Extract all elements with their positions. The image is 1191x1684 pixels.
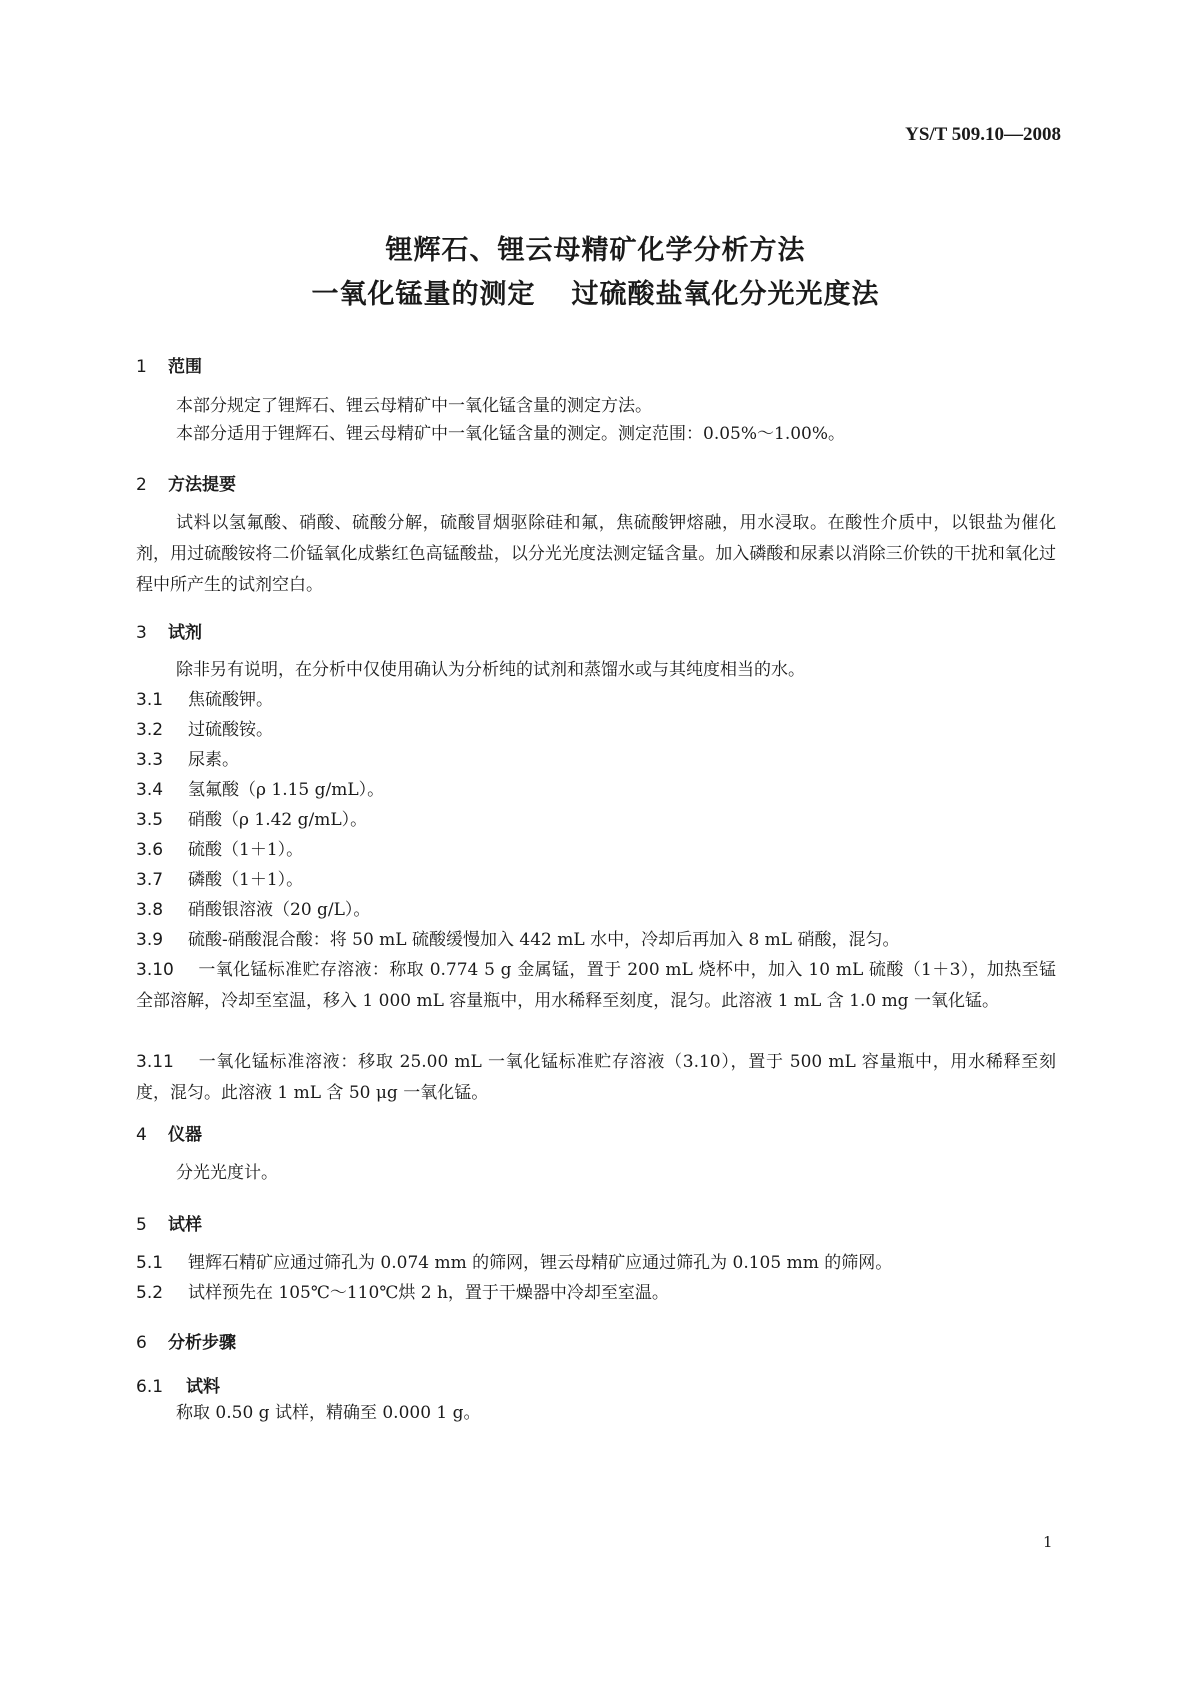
paragraph: 本部分规定了锂辉石、锂云母精矿中一氧化锰含量的测定方法。 [176, 396, 652, 416]
list-item: 3.5 硝酸（ρ 1.42 g/mL）。 [136, 810, 368, 830]
list-item: 3.7 磷酸（1＋1）。 [136, 870, 304, 890]
list-item: 3.2 过硫酸铵。 [136, 720, 273, 740]
section-heading-3: 3 试剂 [136, 623, 202, 643]
list-item: 5.1 锂辉石精矿应通过筛孔为 0.074 mm 的筛网，锂云母精矿应通过筛孔为 0.105 mm 的筛网。 [136, 1253, 893, 1273]
section-heading-2: 2 方法提要 [136, 475, 236, 495]
paragraph: 试料以氢氟酸、硝酸、硫酸分解，硫酸冒烟驱除硅和氟，焦硫酸钾熔融，用水浸取。在酸性介质中，以银盐为催化剂，用过硫酸铵将二价锰氧化成紫红色高锰酸盐，以分光光度法测定锰含量。加入磷酸和尿素以消除三价铁的干扰和氧化过程中所产生的试剂空白。 [136, 513, 1056, 595]
title-part-a: 一氧化锰量的测定 [311, 279, 536, 310]
list-item: 3.4 氢氟酸（ρ 1.15 g/mL）。 [136, 780, 385, 800]
list-item: 3.1 焦硫酸钾。 [136, 690, 273, 710]
section-heading-1: 1 范围 [136, 357, 202, 377]
paragraph: 称取 0.50 g 试样，精确至 0.000 1 g。 [176, 1403, 481, 1423]
list-item: 3.9 硫酸-硝酸混合酸：将 50 mL 硫酸缓慢加入 442 mL 水中，冷却后再加入 8 mL 硝酸，混匀。 [136, 930, 900, 950]
document-title-line1: 锂辉石、锂云母精矿化学分析方法 [385, 235, 806, 266]
list-item: 3.8 硝酸银溶液（20 g/L）。 [136, 900, 371, 920]
paragraph: 本部分适用于锂辉石、锂云母精矿中一氧化锰含量的测定。测定范围：0.05%～1.00%。 [176, 424, 846, 444]
standard-code: YS/T 509.10—2008 [905, 124, 1061, 145]
list-item: 5.2 试样预先在 105℃～110℃烘 2 h，置于干燥器中冷却至室温。 [136, 1283, 669, 1303]
list-item: 3.3 尿素。 [136, 750, 239, 770]
section-heading-5: 5 试样 [136, 1215, 202, 1235]
document-title-line2 [0, 272, 1191, 311]
page-number: 1 [1043, 1533, 1053, 1551]
section-heading-4: 4 仪器 [136, 1125, 202, 1145]
subsection-heading-6-1: 6.1 试料 [136, 1377, 220, 1397]
list-item: 3.6 硫酸（1＋1）。 [136, 840, 304, 860]
list-item: 3.10 一氧化锰标准贮存溶液：称取 0.774 5 g 金属锰，置于 200 mL 烧杯中，加入 10 mL 硫酸（1＋3），加热至锰全部溶解，冷却至室温，移入 1 000 mL 容量瓶中，用水稀释至刻度，混匀。此溶液 1 mL 含 1.0 mg 一氧化锰。 [136, 960, 1056, 1011]
title-part-b: 过硫酸盐氧化分光光度法 [571, 279, 880, 310]
section-heading-6: 6 分析步骤 [136, 1333, 236, 1353]
list-item: 3.11 一氧化锰标准溶液：移取 25.00 mL 一氧化锰标准贮存溶液（3.10），置于 500 mL 容量瓶中，用水稀释至刻度，混匀。此溶液 1 mL 含 50 μg 一氧化锰。 [136, 1052, 1056, 1103]
paragraph: 除非另有说明，在分析中仅使用确认为分析纯的试剂和蒸馏水或与其纯度相当的水。 [176, 660, 805, 680]
paragraph: 分光光度计。 [176, 1163, 278, 1183]
